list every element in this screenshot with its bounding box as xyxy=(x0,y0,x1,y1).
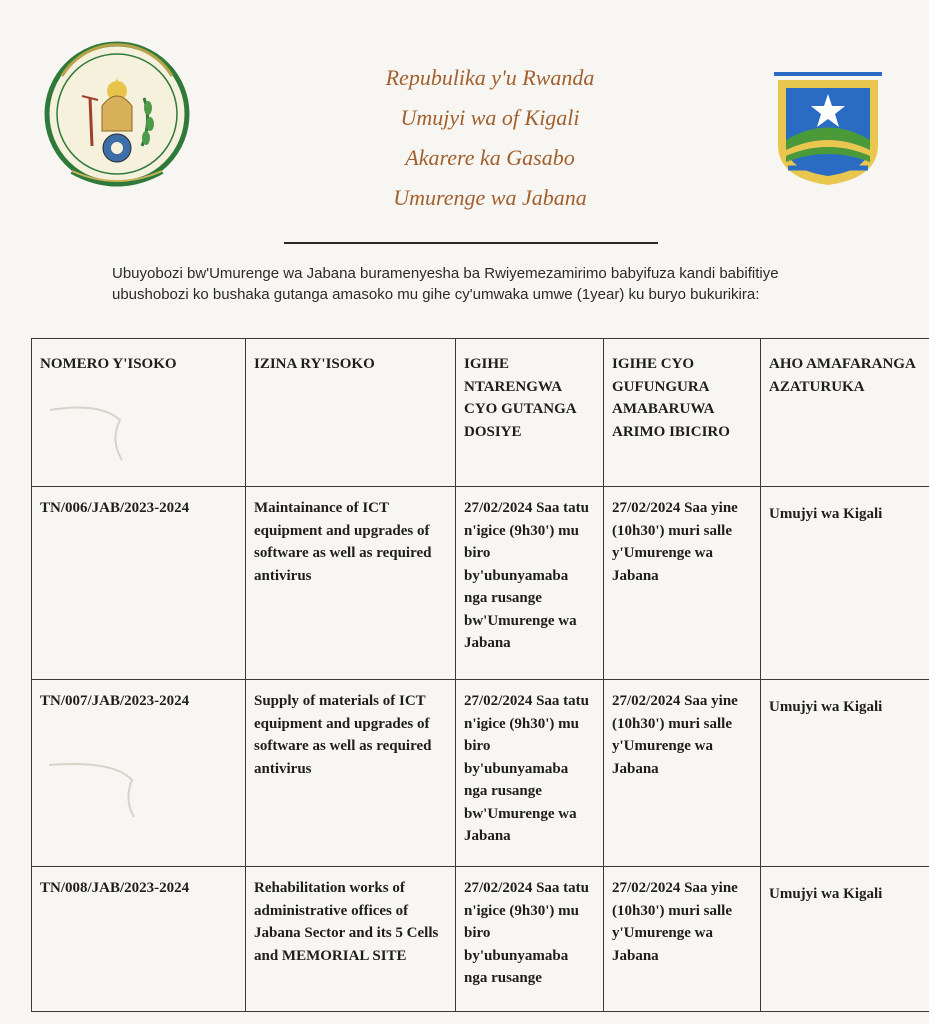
tender-name-cell: Maintainance of ICT equipment and upgrades of software as well as required antivirus xyxy=(246,487,456,680)
rwanda-national-seal-icon xyxy=(42,36,192,196)
funding-source-text: Umujyi wa Kigali xyxy=(769,886,883,902)
header-line-district: Akarere ka Gasabo xyxy=(405,145,575,170)
table-row xyxy=(32,680,929,867)
header-line-country: Repubulika y'u Rwanda xyxy=(385,65,595,90)
column-header-funding-source: AHO AMAFARANGA AZATURUKA xyxy=(761,339,929,487)
column-header-tender-name: IZINA RY'ISOKO xyxy=(246,339,456,487)
kigali-city-seal-icon xyxy=(768,60,888,190)
header-divider xyxy=(284,242,658,244)
pencil-mark-icon xyxy=(40,400,130,470)
bid-opening-cell: 27/02/2024 Saa yine (10h30') muri salle y'Umurenge wa Jabana xyxy=(604,680,761,867)
pencil-mark-icon xyxy=(44,755,144,825)
document-header xyxy=(300,58,680,218)
bid-opening-cell: 27/02/2024 Saa yine (10h30') muri salle y'Umurenge wa Jabana xyxy=(604,867,761,1012)
tender-number-cell: TN/006/JAB/2023-2024 xyxy=(32,487,246,680)
funding-source-text: Umujyi wa Kigali xyxy=(769,699,883,715)
header-line-sector: Umurenge wa Jabana xyxy=(393,185,587,210)
intro-paragraph: Ubuyobozi bw'Umurenge wa Jabana buramenyesha ba Rwiyemezamirimo babyifuza kandi babifitiye ubushobozi ko bushaka gutanga amasoko mu gihe cy'umwaka umwe (1year) ku buryo bukurikira: xyxy=(112,265,779,303)
bid-opening-cell: 27/02/2024 Saa yine (10h30') muri salle y'Umurenge wa Jabana xyxy=(604,487,761,680)
tender-name-cell: Supply of materials of ICT equipment and upgrades of software as well as required antivirus xyxy=(246,680,456,867)
submission-deadline-cell: 27/02/2024 Saa tatu n'igice (9h30') mu biro by'ubunyamaba nga rusange xyxy=(456,867,604,1012)
funding-source-cell xyxy=(761,680,929,867)
submission-deadline-cell: 27/02/2024 Saa tatu n'igice (9h30') mu biro by'ubunyamaba nga rusange bw'Umurenge wa Jabana xyxy=(456,680,604,867)
funding-source-cell xyxy=(761,487,929,680)
funding-source-cell xyxy=(761,867,929,1012)
funding-source-text: Umujyi wa Kigali xyxy=(769,506,883,522)
tender-table xyxy=(31,338,929,1012)
table-header-row xyxy=(32,339,929,487)
column-header-bid-opening: IGIHE CYO GUFUNGURA AMABARUWA ARIMO IBICIRO xyxy=(604,339,761,487)
column-header-submission-deadline: IGIHE NTARENGWA CYO GUTANGA DOSIYE xyxy=(456,339,604,487)
table-row xyxy=(32,867,929,1012)
tender-number-cell: TN/007/JAB/2023-2024 xyxy=(32,680,246,867)
table-row xyxy=(32,487,929,680)
submission-deadline-cell: 27/02/2024 Saa tatu n'igice (9h30') mu biro by'ubunyamaba nga rusange bw'Umurenge wa Jabana xyxy=(456,487,604,680)
tender-name-cell: Rehabilitation works of administrative offices of Jabana Sector and its 5 Cells and MEMORIAL SITE xyxy=(246,867,456,1012)
column-header-tender-number: NOMERO Y'ISOKO xyxy=(32,339,246,487)
tender-number-cell: TN/008/JAB/2023-2024 xyxy=(32,867,246,1012)
header-line-city: Umujyi wa of Kigali xyxy=(400,105,580,130)
